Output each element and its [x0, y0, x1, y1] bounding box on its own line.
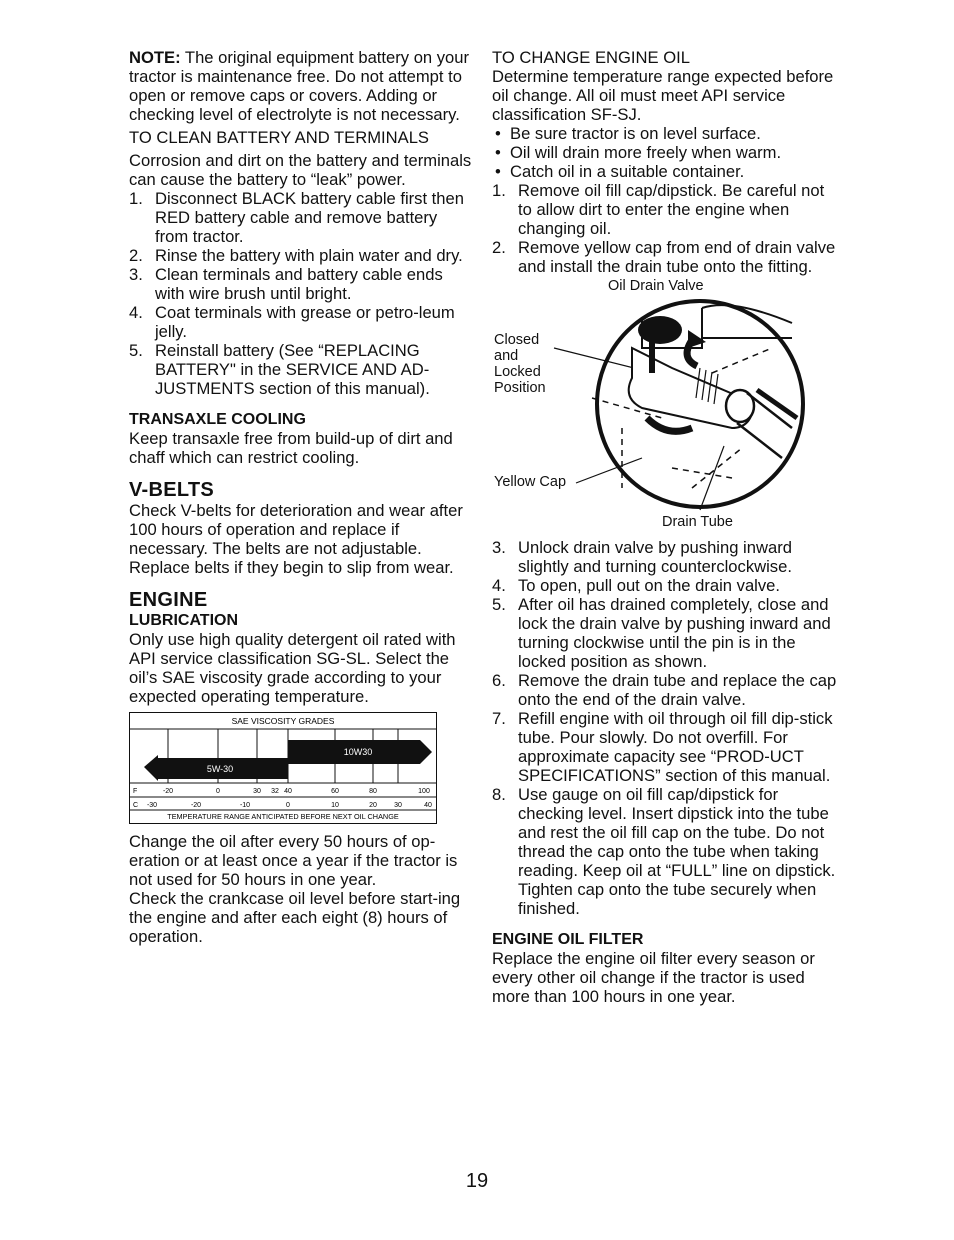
viscosity-title: SAE VISCOSITY GRADES	[231, 716, 335, 726]
oil-filter-text: Replace the engine oil filter every season or every other oil change if the tractor is used more than 100 hours in one year.	[492, 949, 815, 1006]
label-10w30: 10W30	[343, 747, 373, 757]
engine-heading: ENGINE	[129, 589, 208, 611]
crankcase-check: Check the crankcase oil level before start-ing the engine and after each eight (8) hours of operation.	[129, 889, 461, 946]
list-item: • Oil will drain more freely when warm.	[492, 143, 837, 162]
change-oil-steps-a	[492, 181, 837, 276]
list-item: 3. Clean terminals and battery cable ends with wire brush until bright.	[129, 265, 443, 303]
svg-text:80: 80	[369, 788, 377, 795]
transaxle-heading: TRANSAXLE COOLING	[129, 411, 306, 428]
f-scale	[133, 788, 430, 795]
battery-note	[129, 48, 474, 124]
list-item: 5. After oil has drained completely, close and lock the drain valve by pushing inward and turning clockwise until the pin is in the locked position as shown.	[492, 595, 831, 671]
viscosity-chart-graphic	[130, 713, 436, 823]
list-item: 2. Remove yellow cap from end of drain valve and install the drain tube onto the fitting.	[492, 238, 836, 276]
svg-text:30: 30	[253, 788, 261, 795]
note-text: The original equipment battery on your tractor is maintenance free. Do not attempt to open or remove caps or covers. Adding or checking level of electrolyte is not necessary.	[129, 48, 470, 124]
list-item: 1. Disconnect BLACK battery cable first then RED battery cable and remove battery from tractor.	[129, 189, 464, 246]
svg-text:10: 10	[331, 802, 339, 809]
oil-change-interval: Change the oil after every 50 hours of op-eration or at least once a year if the tractor is not used for 50 hours in one year.	[129, 832, 458, 889]
closed-locked-label: Closed and Locked Position	[494, 332, 546, 396]
svg-text:-20: -20	[162, 788, 174, 795]
svg-text:40: 40	[424, 802, 432, 809]
svg-text:-30: -30	[146, 802, 158, 809]
clean-battery-intro: Corrosion and dirt on the battery and terminals can cause the battery to “leak” power.	[129, 151, 472, 189]
left-column	[129, 48, 474, 946]
clean-battery-steps	[129, 189, 474, 398]
vbelts-heading: V-BELTS	[129, 479, 215, 501]
svg-text:0: 0	[286, 802, 290, 809]
note-label: NOTE:	[129, 48, 181, 67]
drain-tube-label: Drain Tube	[662, 514, 733, 530]
svg-text:32: 32	[271, 788, 279, 795]
change-oil-intro: Determine temperature range expected before oil change. All oil must meet API service classification SF-SJ.	[492, 67, 834, 124]
vbelts-text: Check V-belts for deterioration and wear after 100 hours of operation and replace if necessary. The belts are not adjustable. Replace belts if they begin to slip from wear.	[129, 501, 463, 577]
list-item: 3. Unlock drain valve by pushing inward slightly and turning counterclockwise.	[492, 538, 792, 576]
right-column	[492, 48, 837, 1006]
oil-filter-heading: ENGINE OIL FILTER	[492, 931, 644, 948]
svg-text:40: 40	[284, 788, 292, 795]
list-item: • Catch oil in a suitable container.	[492, 162, 837, 181]
list-item: 5. Reinstall battery (See “REPLACING BATTERY" in the SERVICE AND AD-JUSTMENTS section of this manual).	[129, 341, 430, 398]
change-oil-steps-b	[492, 538, 837, 918]
svg-text:-10: -10	[239, 802, 251, 809]
label-5w30: 5W-30	[206, 764, 234, 774]
transaxle-text: Keep transaxle free from build-up of dirt and chaff which can restrict cooling.	[129, 429, 453, 467]
drain-valve-illustration	[492, 278, 837, 538]
svg-text:30: 30	[394, 802, 402, 809]
svg-text:-20: -20	[190, 802, 202, 809]
page-number: 19	[465, 1170, 489, 1192]
list-item: 1. Remove oil fill cap/dipstick. Be careful not to allow dirt to enter the engine when changing oil.	[492, 181, 825, 238]
oil-drain-valve-figure	[492, 278, 837, 538]
figure-title: Oil Drain Valve	[608, 278, 704, 294]
svg-text:F: F	[133, 788, 138, 795]
list-item: 6. Remove the drain tube and replace the cap onto the end of the drain valve.	[492, 671, 837, 709]
list-item: 8. Use gauge on oil fill cap/dipstick for checking level. Insert dipstick into the tube and rest the oil fill cap on the tube. Do not thread the cap onto the tube when taking reading. Keep oil at “FULL” line on dipstick. Tighten cap onto the tube securely when finished.	[492, 785, 836, 918]
viscosity-footer: TEMPERATURE RANGE ANTICIPATED BEFORE NEXT OIL CHANGE	[167, 812, 399, 821]
lubrication-heading: LUBRICATION	[129, 612, 239, 629]
yellow-cap-label: Yellow Cap	[494, 474, 567, 490]
viscosity-chart	[129, 712, 437, 824]
change-oil-heading: TO CHANGE ENGINE OIL	[492, 48, 690, 67]
svg-text:20: 20	[369, 802, 377, 809]
svg-text:0: 0	[216, 788, 220, 795]
valve-fitting	[638, 316, 682, 344]
c-scale	[133, 802, 432, 809]
list-item: 7. Refill engine with oil through oil fill dip-stick tube. Pour slowly. Do not overfill. For approximate capacity see “PROD-UCT SPECIFICATIONS” section of this manual.	[492, 709, 833, 785]
clean-battery-heading: TO CLEAN BATTERY AND TERMINALS	[129, 128, 429, 147]
list-item: 2. Rinse the battery with plain water and dry.	[129, 246, 463, 265]
svg-text:C: C	[133, 802, 139, 809]
change-oil-bullets	[492, 124, 837, 181]
list-item: 4. To open, pull out on the drain valve.	[492, 576, 780, 595]
lubrication-text: Only use high quality detergent oil rated with API service classification SG-SL. Select the oil’s SAE viscosity grade according to your expected operating temperature.	[129, 630, 456, 706]
list-item: • Be sure tractor is on level surface.	[492, 124, 837, 143]
svg-text:60: 60	[331, 788, 339, 795]
list-item: 4. Coat terminals with grease or petro-leum jelly.	[129, 303, 455, 341]
svg-text:100: 100	[418, 788, 430, 795]
